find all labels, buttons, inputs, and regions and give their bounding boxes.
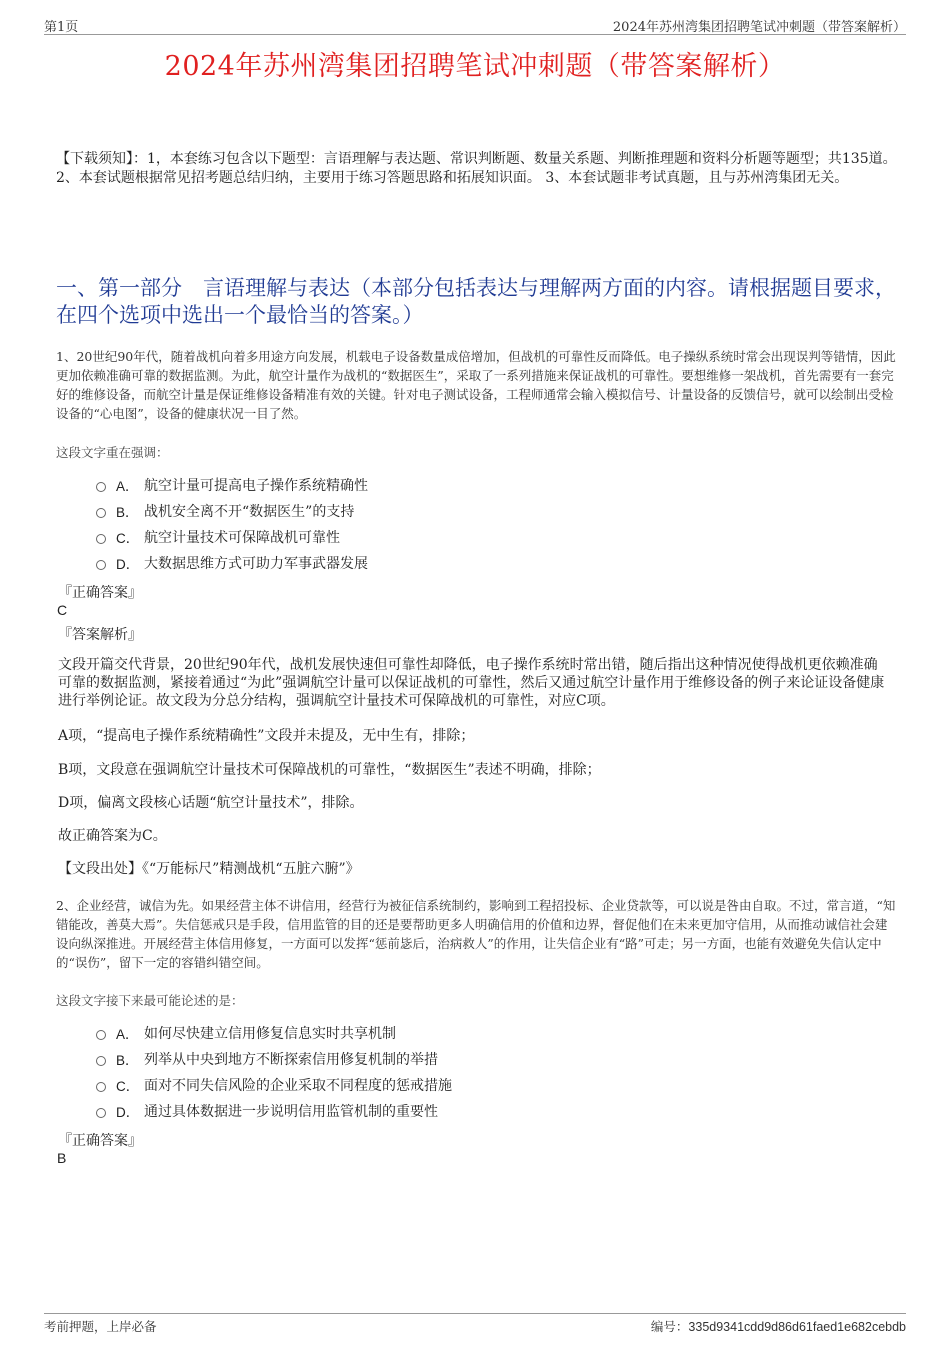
radio-icon[interactable] bbox=[96, 560, 106, 570]
page-number: 第1页 bbox=[44, 20, 79, 35]
analysis-paragraph: 文段开篇交代背景，20世纪90年代，战机发展快速但可靠性却降低，电子操作系统时常出错，随后指出这种情况使得战机更依赖准确可靠的数据监测，紧接着通过“为此”强调航空计量可以保证战机的可靠性，然后又通过航空计量作用于维修设备的例子来论证设备健康进行举例论证。故文段为分总分结构，强调航空计量技术可保障战机的可靠性，对应C项。 bbox=[58, 657, 885, 709]
question-2-text: 2、企业经营，诚信为先。如果经营主体不讲信用，经营行为被征信系统制约，影响到工程招投标、企业贷款等，可以说是咎由自取。不过，常言道，“知错能改，善莫大焉”。失信惩戒只是手段，信用监管的目的还是要帮助更多人明确信用的价值和边界，督促他们在未来更加守信用，从而推动诚信社会建设向纵深推进。开展经营主体信用修复，一方面可以发挥“惩前毖后，治病救人”的作用，让失信企业有“路”可走；另一方面，也能有效避免失信认定中的“误伤”，留下一定的容错纠错空间。 bbox=[56, 898, 896, 970]
radio-icon[interactable] bbox=[96, 508, 106, 518]
analysis-source: 【文段出处】《“万能标尺”精测战机“五脏六腑”》 bbox=[58, 861, 360, 877]
radio-icon[interactable] bbox=[96, 482, 106, 492]
radio-icon[interactable] bbox=[96, 1030, 106, 1040]
option-a[interactable]: A． 如何尽快建立信用修复信息实时共享机制 bbox=[96, 1020, 452, 1046]
question-1-options bbox=[96, 472, 368, 576]
analysis-option-a: A项，“提高电子操作系统精确性”文段并未提及，无中生有，排除； bbox=[58, 728, 475, 744]
correct-answer: C bbox=[57, 602, 68, 618]
radio-icon[interactable] bbox=[96, 1056, 106, 1066]
radio-icon[interactable] bbox=[96, 1082, 106, 1092]
footer-code: 编号：335d9341cdd9d86d61faed1e682cebdb bbox=[650, 1319, 906, 1334]
analysis-label: 『答案解析』 bbox=[58, 627, 142, 643]
option-c[interactable]: C． 航空计量技术可保障战机可靠性 bbox=[96, 524, 368, 550]
download-notice: 【下载须知】：1，本套练习包含以下题型：言语理解与表达题、常识判断题、数量关系题、判断推理题和资料分析题等题型；共135道。 2、本套试题根据常见招考题总结归纳，主要用于练习答题思路和拓展知识面。 3、本套试题非考试真题，且与苏州湾集团无关。 bbox=[56, 151, 897, 186]
section-heading: 一、第一部分 言语理解与表达（本部分包括表达与理解两方面的内容。请根据题目要求，在四个选项中选出一个最恰当的答案。） bbox=[56, 276, 896, 327]
option-b[interactable]: B． 列举从中央到地方不断探索信用修复机制的举措 bbox=[96, 1046, 452, 1072]
page-title: 2024年苏州湾集团招聘笔试冲刺题（带答案解析） bbox=[164, 51, 786, 82]
option-d[interactable]: D． 通过具体数据进一步说明信用监管机制的重要性 bbox=[96, 1098, 452, 1124]
option-c[interactable]: C． 面对不同失信风险的企业采取不同程度的惩戒措施 bbox=[96, 1072, 452, 1098]
question-1-prompt: 这段文字重在强调： bbox=[56, 445, 169, 460]
question-2-options bbox=[96, 1020, 452, 1124]
header-doc-title: 2024年苏州湾集团招聘笔试冲刺题（带答案解析） bbox=[612, 20, 906, 35]
footer-slogan: 考前押题，上岸必备 bbox=[44, 1319, 157, 1334]
option-a[interactable]: A． 航空计量可提高电子操作系统精确性 bbox=[96, 472, 368, 498]
page-header bbox=[44, 14, 906, 35]
correct-answer: B bbox=[57, 1150, 67, 1166]
option-d[interactable]: D． 大数据思维方式可助力军事武器发展 bbox=[96, 550, 368, 576]
page-footer bbox=[44, 1313, 906, 1334]
option-b[interactable]: B． 战机安全离不开“数据医生”的支持 bbox=[96, 498, 368, 524]
correct-answer-label: 『正确答案』 bbox=[58, 1133, 142, 1149]
question-2-prompt: 这段文字接下来最可能论述的是： bbox=[56, 993, 244, 1008]
question-1-text: 1、20世纪90年代，随着战机向着多用途方向发展，机载电子设备数量成倍增加，但战机的可靠性反而降低。电子操纵系统时常会出现误判等错情，因此更加依赖准确可靠的数据监测。为此，航空计量作为战机的“数据医生”，采取了一系列措施来保证战机的可靠性。要想维修一架战机，首先需要有一套完好的维修设备，而航空计量是保证维修设备精准有效的关键。针对电子测试设备，工程师通常会输入模拟信号、计量设备的反馈信号，就可以绘制出受检设备的“心电图”，设备的健康状况一目了然。 bbox=[56, 349, 896, 421]
radio-icon[interactable] bbox=[96, 534, 106, 544]
correct-answer-label: 『正确答案』 bbox=[58, 585, 142, 601]
analysis-conclusion: 故正确答案为C。 bbox=[58, 828, 167, 844]
analysis-option-d: D项，偏离文段核心话题“航空计量技术”，排除。 bbox=[58, 795, 364, 811]
analysis-option-b: B项，文段意在强调航空计量技术可保障战机的可靠性，“数据医生”表述不明确，排除； bbox=[58, 762, 601, 778]
radio-icon[interactable] bbox=[96, 1108, 106, 1118]
